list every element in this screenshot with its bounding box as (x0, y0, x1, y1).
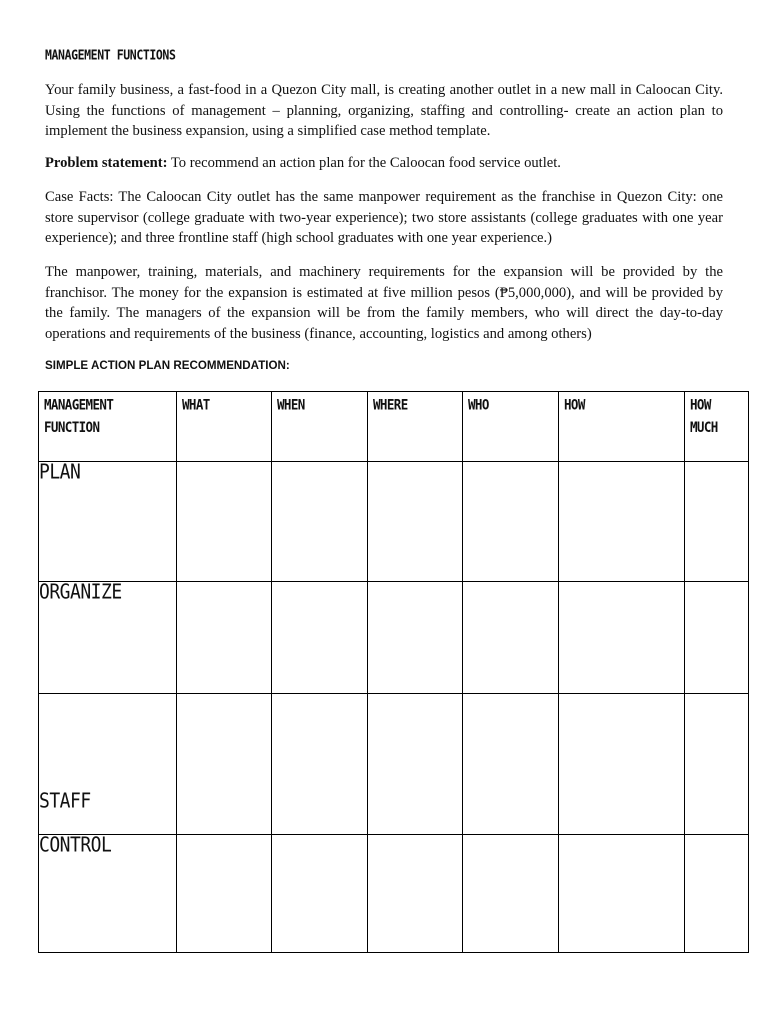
row-label-control: CONTROL (39, 835, 177, 953)
cell-staff-what[interactable] (177, 694, 272, 835)
problem-statement-text: To recommend an action plan for the Caloocan food service outlet. (167, 155, 561, 171)
intro-paragraph: Your family business, a fast-food in a Quezon City mall, is creating another outlet in a new mall in Caloocan City. Using the functions of management – planning, organizing, staffing and controlling- create an action plan to implement the business expansion, using a simplified case method template. (45, 82, 723, 139)
table-row (39, 694, 749, 835)
cell-control-what[interactable] (177, 835, 272, 953)
header-what: WHAT (177, 392, 272, 462)
header-when: WHEN (272, 392, 368, 462)
table-row (39, 835, 749, 953)
cell-organize-when[interactable] (272, 582, 368, 694)
cell-plan-who[interactable] (463, 462, 559, 582)
row-label-plan: PLAN (39, 462, 177, 582)
header-management-function: MANAGEMENT FUNCTION (39, 392, 177, 462)
row-label-staff: STAFF (39, 694, 177, 835)
cell-staff-where[interactable] (368, 694, 463, 835)
cell-staff-how[interactable] (559, 694, 685, 835)
cell-plan-how-much[interactable] (685, 462, 749, 582)
cell-control-how-much[interactable] (685, 835, 749, 953)
header-who: WHO (463, 392, 559, 462)
cell-control-how[interactable] (559, 835, 685, 953)
cell-organize-how-much[interactable] (685, 582, 749, 694)
cell-plan-how[interactable] (559, 462, 685, 582)
header-where: WHERE (368, 392, 463, 462)
cell-control-where[interactable] (368, 835, 463, 953)
cell-control-who[interactable] (463, 835, 559, 953)
problem-statement-label: Problem statement: (45, 155, 168, 171)
row-label-organize: ORGANIZE (39, 582, 177, 694)
cell-staff-who[interactable] (463, 694, 559, 835)
header-how-much: HOW MUCH (685, 392, 749, 462)
table-header-row (39, 392, 749, 462)
case-facts-paragraph: Case Facts: The Caloocan City outlet has the same manpower requirement as the franchise in Quezon City: one store supervisor (college graduate with two-year experience); two store assistants (college graduates with one year experience); and three frontline staff (high school graduates with one year experience.) (45, 189, 723, 246)
cell-plan-when[interactable] (272, 462, 368, 582)
table-row (39, 582, 749, 694)
cell-plan-what[interactable] (177, 462, 272, 582)
requirements-paragraph: The manpower, training, materials, and machinery requirements for the expansion will be provided by the franchisor. The money for the expansion is estimated at five million pesos (₱5,000,000), and will be provided by the family. The managers of the expansion will be from the family members, who will direct the day-to-day operations and requirements of the business (finance, accounting, logistics and among others) (45, 264, 723, 342)
cell-staff-when[interactable] (272, 694, 368, 835)
cell-plan-where[interactable] (368, 462, 463, 582)
action-plan-table (38, 391, 749, 953)
cell-organize-how[interactable] (559, 582, 685, 694)
cell-organize-what[interactable] (177, 582, 272, 694)
cell-organize-who[interactable] (463, 582, 559, 694)
table-row (39, 462, 749, 582)
cell-staff-how-much[interactable] (685, 694, 749, 835)
document-heading: MANAGEMENT FUNCTIONS (45, 47, 176, 64)
action-plan-title: SIMPLE ACTION PLAN RECOMMENDATION: (45, 359, 290, 372)
cell-organize-where[interactable] (368, 582, 463, 694)
cell-control-when[interactable] (272, 835, 368, 953)
header-how: HOW (559, 392, 685, 462)
problem-statement (45, 153, 723, 174)
